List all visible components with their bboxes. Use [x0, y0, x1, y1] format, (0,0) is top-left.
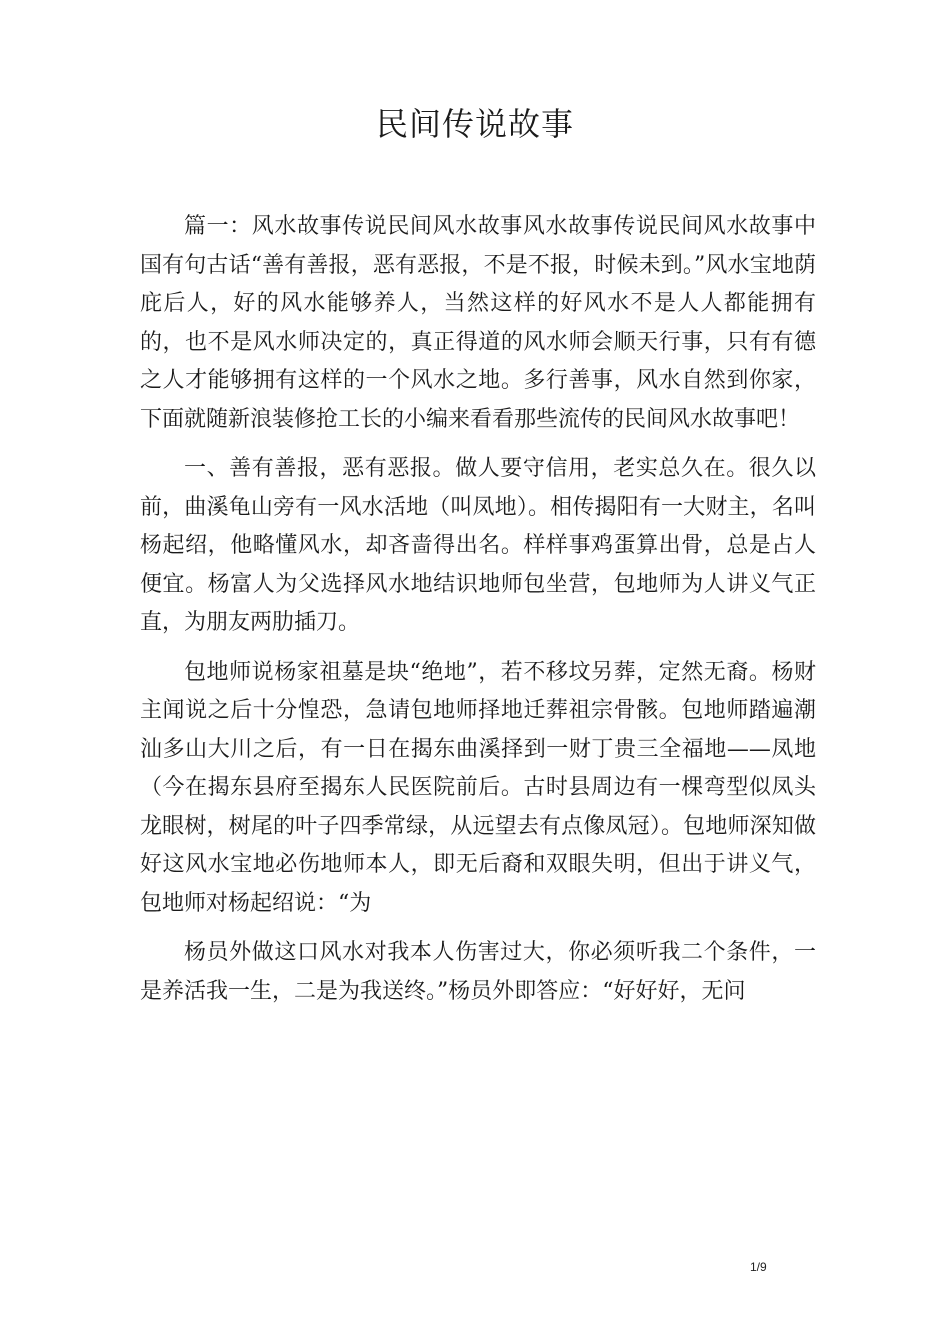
document-title: 民间传说故事: [375, 105, 574, 143]
paragraph: 包地师说杨家祖墓是块“绝地”，若不移坟另葬，定然无裔。杨财主闻说之后十分惶恐，急请包地师择地迁葬祖宗骨骸。包地师踏遍潮汕多山大川之后，有一日在揭东曲溪择到一财丁贵三全福地——凤地（今在揭东县府至揭东人民医院前后。古时县周边有一棵弯型似凤头龙眼树，树尾的叶子四季常绿，从远望去有点像凤冠）。包地师深知做好这风水宝地必伤地师本人，即无后裔和双眼失明，但出于讲义气，包地师对杨起绍说：“为: [140, 659, 816, 916]
document-body: [140, 208, 816, 1011]
paragraph: 篇一：风水故事传说民间风水故事风水故事传说民间风水故事中国有句古话“善有善报，恶有恶报，不是不报，时候未到。”风水宝地荫庇后人，好的风水能够养人，当然这样的好风水不是人人都能拥有的，也不是风水师决定的，真正得道的风水师会顺天行事，只有有德之人才能够拥有这样的一个风水之地。多行善事，风水自然到你家，下面就随新浪装修抢工长的小编来看看那些流传的民间风水故事吧！: [140, 214, 816, 432]
paragraph: 一、善有善报，恶有恶报。做人要守信用，老实总久在。很久以前，曲溪龟山旁有一风水活地（叫凤地）。相传揭阳有一大财主，名叫杨起绍，他略懂风水，却吝啬得出名。样样事鸡蛋算出骨，总是占人便宜。杨富人为父选择风水地结识地师包坐营，包地师为人讲义气正直，为朋友两肋插刀。: [140, 456, 816, 635]
paragraph: 杨员外做这口风水对我本人伤害过大，你必须听我二个条件，一是养活我一生，二是为我送终。”杨员外即答应：“好好好，无问: [140, 940, 816, 1004]
page-number: 1/9: [750, 1260, 767, 1274]
